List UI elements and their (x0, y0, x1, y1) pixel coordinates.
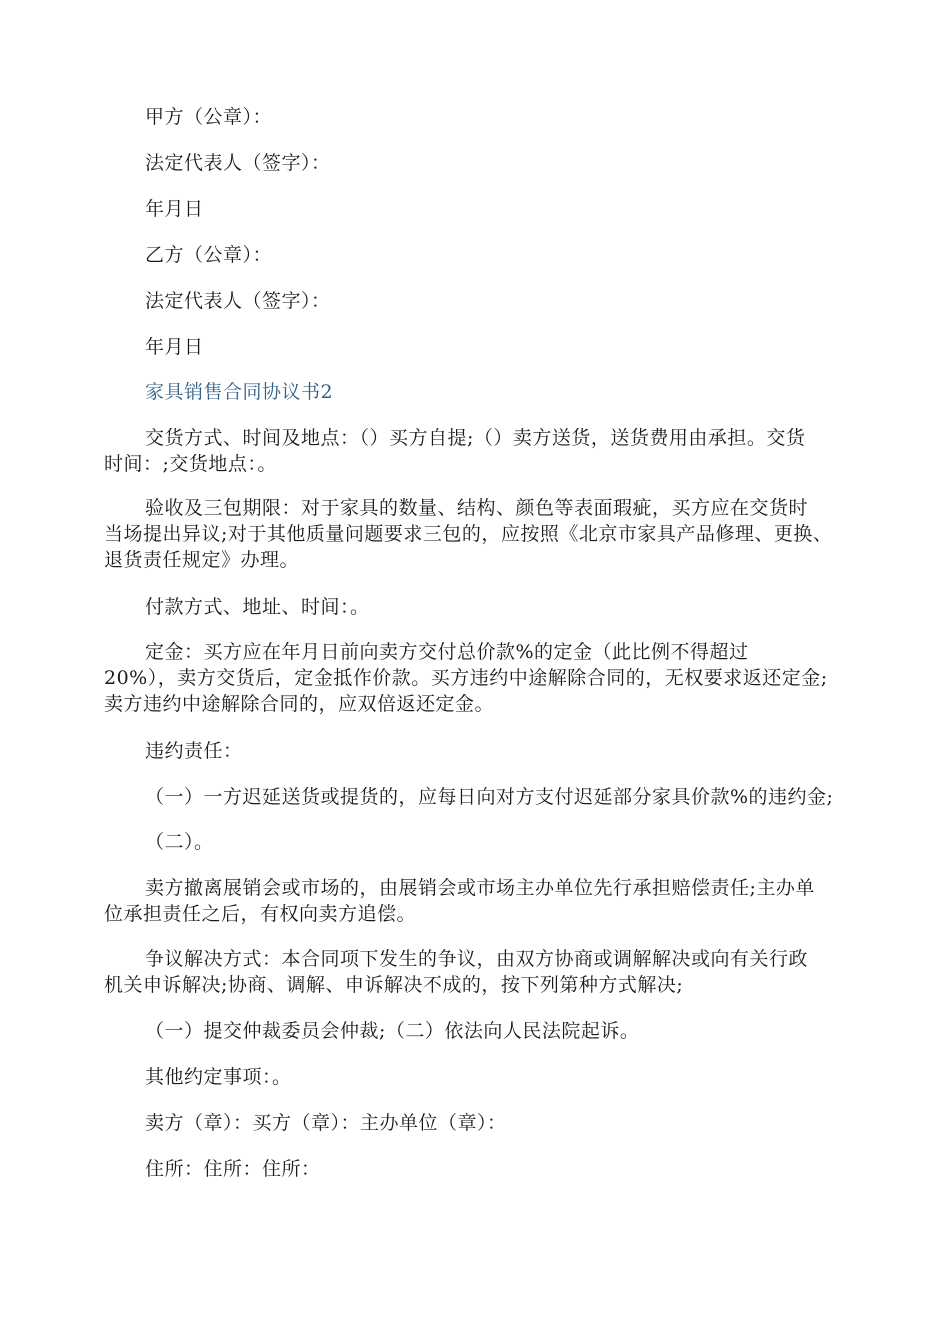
acceptance-clause-line-1: 验收及三包期限：对于家具的数量、结构、颜色等表面瑕疵，买方应在交货时 (145, 497, 809, 519)
seal-lines: 卖方（章）：买方（章）：主办单位（章）： (145, 1112, 507, 1134)
party-a-date: 年月日 (145, 198, 204, 220)
party-a-representative: 法定代表人（签字）： (145, 152, 331, 174)
dispute-options: （一）提交仲裁委员会仲裁;（二）依法向人民法院起诉。 (145, 1020, 640, 1042)
address-lines: 住所：住所：住所： (145, 1158, 321, 1180)
party-b-seal: 乙方（公章）： (145, 244, 273, 266)
party-a-seal: 甲方（公章）： (145, 106, 273, 128)
section-title: 家具销售合同协议书2 (145, 381, 334, 403)
withdrawal-clause-line-2: 位承担责任之后，有权向卖方追偿。 (104, 903, 417, 925)
deposit-clause-line-1: 定金：买方应在年月日前向卖方交付总价款%的定金（此比例不得超过 (145, 641, 749, 663)
party-b-date: 年月日 (145, 336, 204, 358)
delivery-clause-line-2: 时间：;交货地点：。 (104, 453, 277, 475)
acceptance-clause-line-3: 退货责任规定》办理。 (104, 549, 300, 571)
deposit-clause-line-2: 20%），卖方交货后，定金抵作价款。买方违约中途解除合同的，无权要求返还定金; (104, 667, 828, 689)
dispute-clause-line-2: 机关申诉解决;协商、调解、申诉解决不成的，按下列第种方式解决; (104, 974, 684, 996)
liability-item-2: （二）。 (145, 831, 214, 853)
acceptance-clause-line-2: 当场提出异议;对于其他质量问题要求三包的，应按照《北京市家具产品修理、更换、 (104, 523, 833, 545)
party-b-representative: 法定代表人（签字）： (145, 290, 331, 312)
payment-clause: 付款方式、地址、时间：。 (145, 596, 370, 618)
delivery-clause-line-1: 交货方式、时间及地点：（）买方自提;（）卖方送货，送货费用由承担。交货 (145, 427, 806, 449)
deposit-clause-line-3: 卖方违约中途解除合同的，应双倍返还定金。 (104, 693, 495, 715)
dispute-clause-line-1: 争议解决方式：本合同项下发生的争议，由双方协商或调解解决或向有关行政 (145, 948, 809, 970)
liability-item-1: （一）一方迟延送货或提货的，应每日向对方支付迟延部分家具价款%的违约金; (145, 786, 834, 808)
withdrawal-clause-line-1: 卖方撤离展销会或市场的，由展销会或市场主办单位先行承担赔偿责任;主办单 (145, 877, 815, 899)
other-matters: 其他约定事项：。 (145, 1066, 292, 1088)
liability-title: 违约责任： (145, 740, 243, 762)
